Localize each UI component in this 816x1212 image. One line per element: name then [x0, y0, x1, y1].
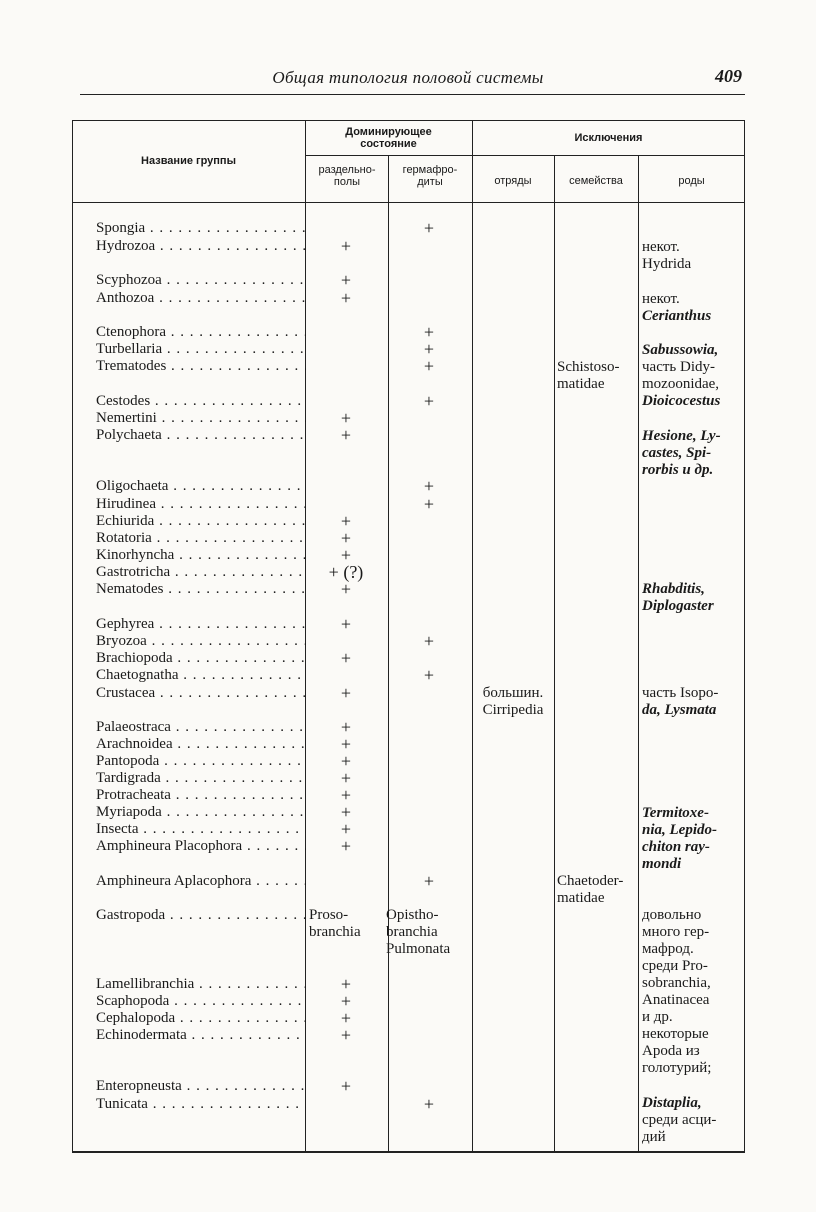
separate-sex-mark: + — [340, 579, 352, 599]
separate-sex-mark: + — [340, 802, 352, 822]
page-number: 409 — [715, 66, 742, 86]
exc-gastropoda-genera: довольно много гер- мафрод. среди Pro- sobranchia, Anatinacea и др. некоторые Apoda из голотурий; — [642, 907, 712, 1076]
table-row — [72, 410, 745, 427]
table-row — [72, 272, 745, 289]
hermaphrodite-mark: + — [423, 339, 435, 359]
table-row — [72, 787, 745, 804]
header-bottom-rule — [72, 202, 745, 203]
table-row — [72, 736, 745, 753]
separate-sex-mark: + — [340, 768, 352, 788]
table-row — [72, 1078, 745, 1095]
hermaphrodite-mark: + — [423, 391, 435, 411]
classification-table — [72, 120, 745, 1152]
table-bottom-border — [72, 1151, 745, 1153]
group-name: Scaphopoda . . . — [96, 993, 306, 1010]
separate-sex-mark: + (?) — [328, 562, 364, 582]
group-name: Crustacea . . . — [96, 685, 306, 702]
separate-sex-mark: + — [340, 683, 352, 703]
group-name: Trematodes . . . — [96, 358, 306, 375]
exc-crustacea-genera: часть Isopo- da, Lysmata — [642, 685, 719, 718]
table-row — [72, 873, 745, 890]
header-exceptions: Исключения — [574, 132, 643, 144]
exc-crustacea-orders: большин. Cirripedia — [482, 685, 544, 718]
group-name: Myriapoda . . . — [96, 804, 306, 821]
hermaphrodite-mark: + — [423, 631, 435, 651]
exc-myriapoda-genera: Termitoxe- nia, Lepido- chiton ray- mondi — [642, 805, 717, 872]
hermaphrodite-mark: + — [423, 871, 435, 891]
hermaphrodite-mark: + — [423, 322, 435, 342]
group-name: Brachiopoda . . . — [96, 650, 306, 667]
group-name: Oligochaeta . . . — [96, 478, 306, 495]
separate-sex-mark: + — [340, 1025, 352, 1045]
table-row — [72, 547, 745, 564]
group-name: Gastropoda . . . — [96, 907, 306, 924]
table-row — [72, 496, 745, 513]
group-name: Echinodermata . . . — [96, 1027, 306, 1044]
table-row — [72, 770, 745, 787]
separate-sex-mark: + — [340, 408, 352, 428]
header-mid-rule-right — [472, 155, 745, 156]
separate-sex-mark: + — [340, 288, 352, 308]
exc-polychaeta-genera: Hesione, Ly- castes, Spi- rorbis и др. — [642, 428, 721, 478]
table-row — [72, 753, 745, 770]
table-row — [72, 719, 745, 736]
exc-aplacophora-families: Chaetoder- matidae — [557, 873, 624, 906]
table-row — [72, 478, 745, 495]
group-name: Tardigrada . . . — [96, 770, 306, 787]
group-name: Amphineura Placophora . . . — [96, 838, 306, 855]
group-name: Cephalopoda . . . — [96, 1010, 306, 1027]
group-name: Bryozoa . . . — [96, 633, 306, 650]
group-name: Enteropneusta . . . — [96, 1078, 306, 1095]
group-name: Arachnoidea . . . — [96, 736, 306, 753]
table-row — [72, 633, 745, 650]
gastropoda-separate: Proso- branchia — [309, 907, 361, 940]
header-dominant: Доминирующее состояние — [345, 126, 432, 150]
group-name: Echiurida . . . — [96, 513, 306, 530]
group-name: Lamellibranchia . . . — [96, 976, 306, 993]
exc-hydrozoa-genera: некот. Hydrida — [642, 239, 692, 272]
separate-sex-mark: + — [340, 836, 352, 856]
group-name: Protracheata . . . — [96, 787, 306, 804]
hermaphrodite-mark: + — [423, 494, 435, 514]
group-name: Nemertini . . . — [96, 410, 306, 427]
running-header-title: Общая типология половой системы — [272, 68, 544, 87]
separate-sex-mark: + — [340, 751, 352, 771]
table-row — [72, 324, 745, 341]
exc-turbellaria-genera: Sabussowia, часть Didy- mozoonidae, Dioicocestus — [642, 342, 721, 409]
separate-sex-mark: + — [340, 991, 352, 1011]
table-row — [72, 564, 745, 581]
table-row — [72, 220, 745, 237]
separate-sex-mark: + — [340, 1076, 352, 1096]
table-top-border — [72, 120, 745, 121]
exc-tunicata-genera: Distaplia, среди асци- дий — [642, 1095, 717, 1145]
separate-sex-mark: + — [340, 819, 352, 839]
group-name: Palaeostraca . . . — [96, 719, 306, 736]
separate-sex-mark: + — [340, 785, 352, 805]
group-name: Spongia . . . — [96, 220, 306, 237]
header-families: семейства — [569, 175, 623, 187]
group-name: Hydrozoa . . . — [96, 238, 306, 255]
group-name: Insecta . . . — [96, 821, 306, 838]
group-name: Amphineura Aplacophora . . . — [96, 873, 306, 890]
separate-sex-mark: + — [340, 717, 352, 737]
group-name: Nematodes . . . — [96, 581, 306, 598]
header-group-name: Название группы — [141, 155, 236, 167]
group-name: Ctenophora . . . — [96, 324, 306, 341]
exc-trematodes-families: Schistoso- matidae — [557, 359, 620, 392]
header-orders: отряды — [494, 175, 532, 187]
exc-nematodes-genera: Rhabditis, Diplogaster — [642, 581, 714, 614]
group-name: Chaetognatha . . . — [96, 667, 306, 684]
separate-sex-mark: + — [340, 270, 352, 290]
separate-sex-mark: + — [340, 528, 352, 548]
separate-sex-mark: + — [340, 545, 352, 565]
separate-sex-mark: + — [340, 614, 352, 634]
table-row — [72, 667, 745, 684]
group-name: Gastrotricha . . . — [96, 564, 306, 581]
exc-anthozoa-genera: некот. Cerianthus — [642, 291, 712, 324]
group-name: Scyphozoa . . . — [96, 272, 306, 289]
header-genera: роды — [678, 175, 705, 187]
table-row — [72, 513, 745, 530]
hermaphrodite-mark: + — [423, 218, 435, 238]
separate-sex-mark: + — [340, 974, 352, 994]
hermaphrodite-mark: + — [423, 665, 435, 685]
group-name: Pantopoda . . . — [96, 753, 306, 770]
table-row — [72, 530, 745, 547]
header-separate: раздельно-полы — [318, 164, 376, 188]
group-name: Gephyrea . . . — [96, 616, 306, 633]
hermaphrodite-mark: + — [423, 1094, 435, 1114]
separate-sex-mark: + — [340, 236, 352, 256]
group-name: Cestodes . . . — [96, 393, 306, 410]
group-name: Polychaeta . . . — [96, 427, 306, 444]
table-row — [72, 616, 745, 633]
table-row — [72, 650, 745, 667]
group-name: Tunicata . . . — [96, 1096, 306, 1113]
separate-sex-mark: + — [340, 425, 352, 445]
header-hermaphrodite: гермафро-диты — [402, 164, 458, 188]
separate-sex-mark: + — [340, 1008, 352, 1028]
separate-sex-mark: + — [340, 734, 352, 754]
separate-sex-mark: + — [340, 511, 352, 531]
group-name: Turbellaria . . . — [96, 341, 306, 358]
group-name: Kinorhyncha . . . — [96, 547, 306, 564]
group-name: Anthozoa . . . — [96, 290, 306, 307]
group-name: Hirudinea . . . — [96, 496, 306, 513]
group-name: Rotatoria . . . — [96, 530, 306, 547]
header-rule — [80, 94, 745, 95]
hermaphrodite-mark: + — [423, 356, 435, 376]
gastropoda-hermaphrodite: Opistho- branchia Pulmonata — [386, 907, 451, 957]
hermaphrodite-mark: + — [423, 476, 435, 496]
separate-sex-mark: + — [340, 648, 352, 668]
